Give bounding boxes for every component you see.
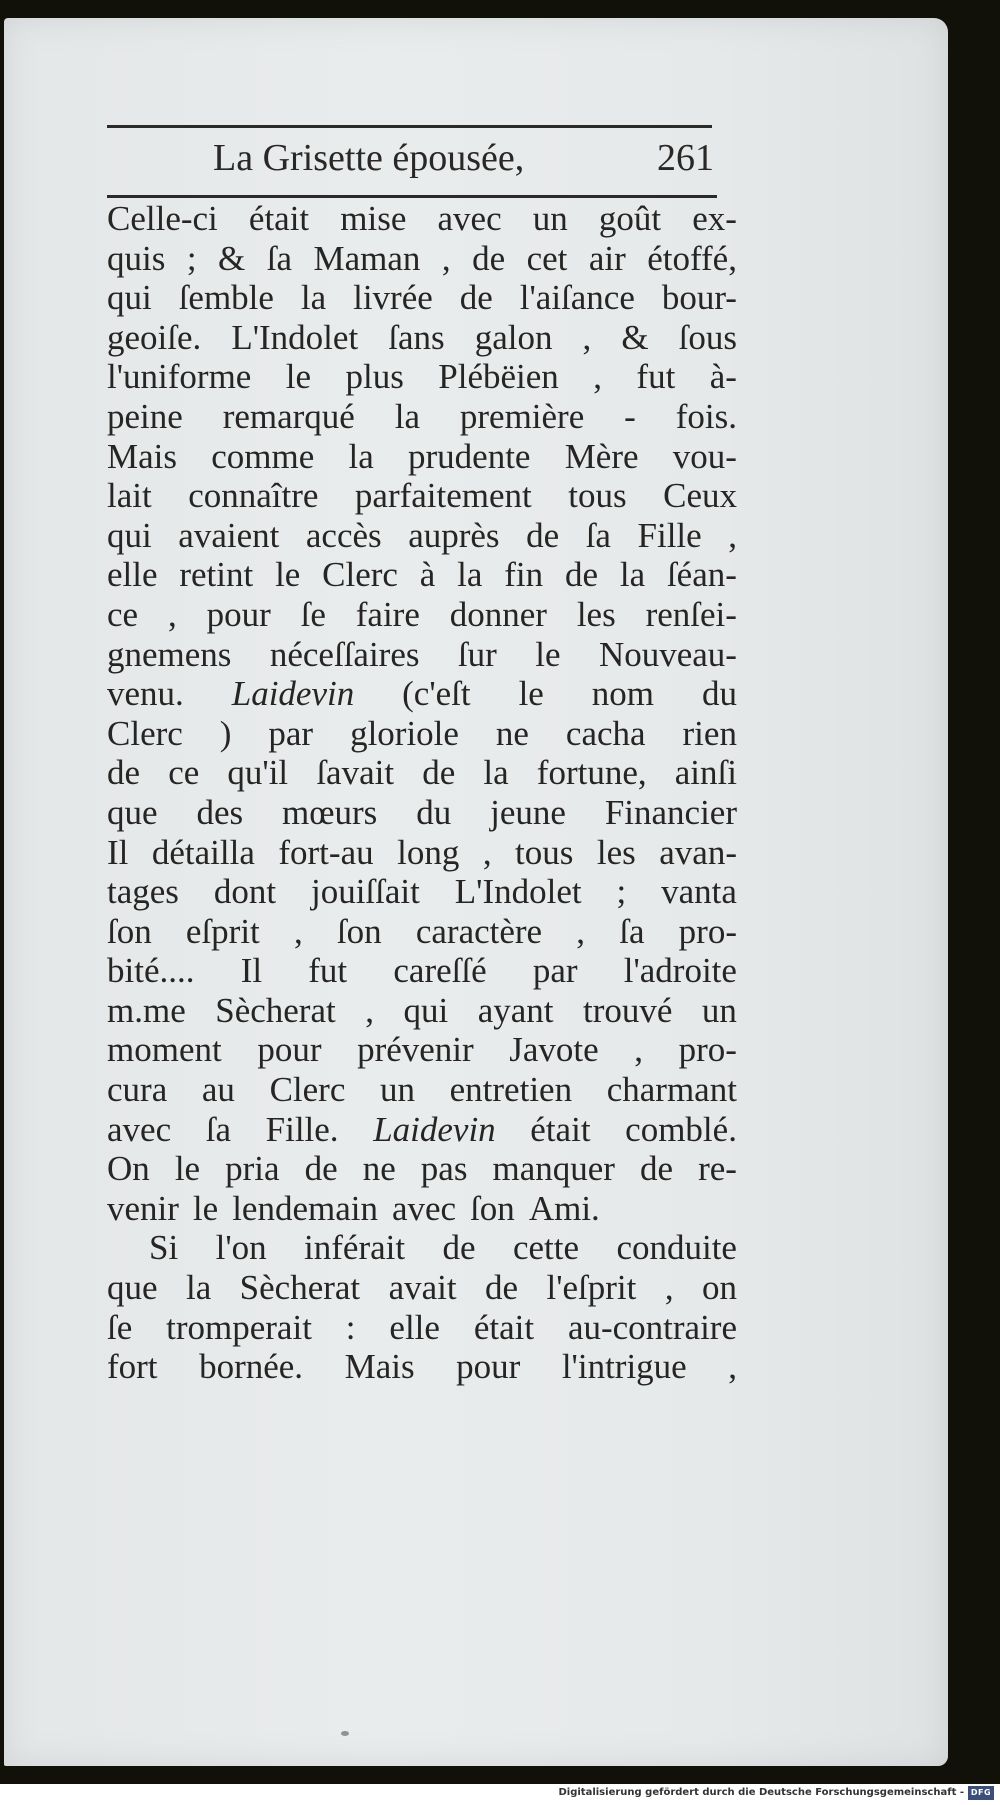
word: la xyxy=(619,555,646,595)
word: livrée xyxy=(353,278,433,318)
word: Clerc xyxy=(269,1070,346,1110)
text-line xyxy=(107,595,737,635)
word: bornée. xyxy=(199,1347,304,1387)
word: pria xyxy=(225,1149,280,1189)
word: cacha xyxy=(565,713,646,753)
word: ; xyxy=(616,872,627,912)
word: elle xyxy=(389,1307,440,1347)
word: renſei- xyxy=(645,594,737,634)
word: ce xyxy=(107,594,139,634)
word: fin xyxy=(504,555,544,595)
text-line xyxy=(107,476,737,516)
word: ſe xyxy=(300,594,326,634)
word: par xyxy=(532,951,578,991)
word: première xyxy=(459,396,585,436)
running-head-top-rule xyxy=(107,125,712,128)
word: Mère xyxy=(564,436,639,476)
word: Sècherat xyxy=(239,1268,361,1308)
word: bité.... xyxy=(107,951,195,991)
word: le xyxy=(535,634,561,674)
text-line xyxy=(107,872,737,912)
word: au-contraire xyxy=(567,1307,737,1347)
text-line xyxy=(107,357,737,397)
word: que xyxy=(107,1268,158,1308)
word: ne xyxy=(495,713,529,753)
word: Celle-ci xyxy=(107,199,218,238)
word: la xyxy=(483,753,509,793)
word: la xyxy=(394,396,420,436)
word: remarqué xyxy=(222,396,355,436)
word: qui xyxy=(107,278,152,318)
word: cura xyxy=(107,1070,168,1110)
text-line xyxy=(107,991,737,1031)
word: avait xyxy=(388,1268,457,1308)
page-number: 261 xyxy=(657,137,714,179)
word: Laidevin xyxy=(373,1109,496,1149)
word: accès xyxy=(305,515,382,555)
word: parfaitement xyxy=(354,476,532,516)
word: la xyxy=(185,1268,212,1308)
word: ſa xyxy=(619,911,645,951)
word: ſans xyxy=(388,317,445,357)
word: prévenir xyxy=(357,1030,474,1070)
word: charmant xyxy=(606,1070,737,1110)
word: , xyxy=(728,1347,737,1387)
word: la xyxy=(300,278,327,318)
text-line xyxy=(107,1110,737,1150)
text-line xyxy=(107,318,737,358)
word: donner xyxy=(449,594,547,634)
dfg-logo: DFG xyxy=(968,1786,994,1800)
word: ) xyxy=(219,713,232,753)
word: le xyxy=(275,555,301,595)
word: l'uniforme xyxy=(107,357,252,397)
word: L'Indolet xyxy=(454,872,582,912)
text-line xyxy=(107,1268,737,1308)
text-line xyxy=(107,1149,737,1189)
word: de xyxy=(304,1149,338,1189)
running-head xyxy=(107,132,712,188)
word: tromperait xyxy=(166,1307,312,1347)
word: un xyxy=(380,1070,415,1110)
word: : xyxy=(345,1307,356,1347)
word: Mais xyxy=(107,436,177,476)
word: néceſſaires xyxy=(269,634,420,674)
word: & xyxy=(218,238,246,278)
word: détailla xyxy=(151,832,255,872)
word: L'Indolet xyxy=(231,317,359,357)
word: ſon xyxy=(470,1188,515,1228)
word: l'aiſance xyxy=(519,278,635,318)
word: étoffé, xyxy=(647,238,737,278)
text-line xyxy=(107,1308,737,1348)
text-line xyxy=(107,1070,737,1110)
word: un xyxy=(532,199,568,238)
word: ſa xyxy=(266,238,292,278)
word: , xyxy=(482,832,492,872)
word: jeune xyxy=(490,792,566,832)
word: le xyxy=(174,1149,201,1189)
text-line xyxy=(107,239,737,279)
word: qui xyxy=(107,515,152,555)
word: faire xyxy=(355,594,420,634)
word: ; xyxy=(186,238,197,278)
ink-smudge xyxy=(341,1731,349,1736)
word: de xyxy=(564,555,599,595)
word: avec xyxy=(437,199,502,238)
running-title: La Grisette épousée, xyxy=(213,137,525,179)
word: re- xyxy=(698,1149,737,1189)
word: cet xyxy=(526,238,568,278)
funding-credit: Digitalisierung gefördert durch die Deutsche Forschungsgemeinschaft - xyxy=(558,1787,964,1798)
word: de xyxy=(107,753,141,793)
word: Financier xyxy=(604,792,737,832)
word: de xyxy=(442,1228,476,1268)
text-line xyxy=(107,278,737,318)
word: fut xyxy=(308,951,348,991)
word: moment xyxy=(107,1030,222,1070)
word: la xyxy=(457,555,483,595)
word: à xyxy=(419,555,436,595)
word: fort-au xyxy=(278,832,374,872)
word: elle xyxy=(107,555,158,595)
word: ſa xyxy=(585,515,611,555)
word: (c'eſt xyxy=(402,674,471,714)
word: Ceux xyxy=(663,476,737,516)
word: venu. xyxy=(107,674,184,714)
word: tous xyxy=(568,476,627,516)
word: air xyxy=(588,238,626,278)
text-line xyxy=(107,555,737,595)
text-line xyxy=(107,1189,737,1229)
word: dont xyxy=(213,872,277,912)
word: entretien xyxy=(449,1070,573,1110)
word: , xyxy=(576,911,586,951)
text-line xyxy=(107,397,737,437)
word: Ami. xyxy=(528,1188,600,1228)
word: pas xyxy=(420,1149,468,1189)
word: Il xyxy=(240,951,263,991)
word: lendemain xyxy=(232,1188,378,1228)
text-line xyxy=(107,635,737,675)
body-text xyxy=(107,199,737,1387)
word: fut xyxy=(636,357,676,397)
word: qui xyxy=(403,990,449,1030)
word: Laidevin xyxy=(231,674,355,714)
word: des xyxy=(196,792,244,832)
word: par xyxy=(268,713,314,753)
word: caractère xyxy=(415,911,543,951)
digitization-footer xyxy=(0,1784,1000,1805)
word: ſur xyxy=(457,634,497,674)
word: les xyxy=(596,832,636,872)
word: avaient xyxy=(178,515,280,555)
word: & xyxy=(621,317,649,357)
word: lait xyxy=(107,476,152,516)
word: était xyxy=(530,1109,591,1149)
word: quis xyxy=(107,238,166,278)
word: les xyxy=(576,594,616,634)
text-line xyxy=(107,714,737,754)
word: comblé. xyxy=(625,1109,737,1149)
word: l'adroite xyxy=(623,951,737,991)
word: l'intrigue xyxy=(561,1347,687,1387)
text-line xyxy=(107,516,737,556)
word: comme xyxy=(211,436,315,476)
text-line xyxy=(107,833,737,873)
word: à- xyxy=(709,357,737,397)
word: le xyxy=(518,674,544,714)
word: , xyxy=(664,1268,674,1308)
word: Maman xyxy=(313,238,421,278)
word: ce xyxy=(168,753,200,793)
word: pour xyxy=(257,1030,322,1070)
word: était xyxy=(248,199,310,238)
word: ſéan- xyxy=(666,555,737,595)
word: de xyxy=(472,238,506,278)
book-page xyxy=(4,18,948,1766)
text-line xyxy=(107,437,737,477)
word: Si xyxy=(149,1228,179,1268)
word: pour xyxy=(206,594,271,634)
word: Sècherat xyxy=(215,990,336,1030)
word: avec xyxy=(107,1109,172,1149)
word: inférait xyxy=(304,1228,406,1268)
word: venir xyxy=(107,1188,179,1228)
word: , xyxy=(167,594,177,634)
text-line xyxy=(107,199,737,239)
word: manquer xyxy=(492,1149,615,1189)
word: , xyxy=(365,990,374,1030)
word: était xyxy=(473,1307,535,1347)
word: geoiſe. xyxy=(107,317,202,357)
word: trouvé xyxy=(583,990,673,1030)
word: mœurs xyxy=(282,792,378,832)
word: mise xyxy=(340,199,407,238)
word: on xyxy=(701,1268,737,1308)
word: ſavait xyxy=(316,753,395,793)
word: vou- xyxy=(672,436,737,476)
word: le xyxy=(192,1188,219,1228)
word: Nouveau- xyxy=(598,634,737,674)
word: connaître xyxy=(188,476,319,516)
word: bour- xyxy=(661,278,737,318)
word: , xyxy=(728,515,737,555)
word: Javote xyxy=(509,1030,599,1070)
word: Fille xyxy=(637,515,702,555)
word: avan- xyxy=(659,832,737,872)
running-head-bottom-rule xyxy=(107,195,717,198)
word: rien xyxy=(682,713,737,753)
text-line xyxy=(107,951,737,991)
word: fort xyxy=(107,1347,158,1387)
word: ſe xyxy=(107,1307,133,1347)
word: nom xyxy=(591,674,655,714)
word: pour xyxy=(456,1347,521,1387)
word: que xyxy=(107,792,158,832)
word: ex- xyxy=(692,199,737,238)
word: du xyxy=(701,674,737,714)
word: , xyxy=(634,1030,644,1070)
text-line xyxy=(107,1228,737,1268)
word: Clerc xyxy=(107,713,183,753)
word: de xyxy=(526,515,560,555)
word: retint xyxy=(179,555,254,595)
word: cette xyxy=(512,1228,580,1268)
word: l'eſprit xyxy=(546,1268,637,1308)
word: ne xyxy=(362,1149,396,1189)
word: Mais xyxy=(344,1347,415,1387)
text-line xyxy=(107,1030,737,1070)
word: Il xyxy=(107,832,129,872)
word: prudente xyxy=(408,436,531,476)
text-line xyxy=(107,753,737,793)
word: m.me xyxy=(107,990,186,1030)
word: long xyxy=(397,832,460,872)
word: ayant xyxy=(477,990,554,1030)
word: ſemble xyxy=(178,278,274,318)
word: goût xyxy=(598,199,662,238)
word: On xyxy=(107,1149,150,1189)
word: Plébëien xyxy=(438,357,559,397)
word: avec xyxy=(391,1188,457,1228)
word: gloriole xyxy=(350,713,459,753)
word: de xyxy=(640,1149,674,1189)
word: gnemens xyxy=(107,634,232,674)
word: qu'il xyxy=(227,753,289,793)
word: - xyxy=(624,396,636,436)
word: de xyxy=(459,278,493,318)
word: jouiſſait xyxy=(310,872,420,912)
word: vanta xyxy=(661,872,737,912)
word: du xyxy=(416,792,452,832)
word: de xyxy=(485,1268,519,1308)
word: de xyxy=(422,753,456,793)
word: tous xyxy=(515,832,574,872)
word: pro- xyxy=(678,911,737,951)
word: , xyxy=(293,911,303,951)
word: Clerc xyxy=(322,555,398,595)
word: ſon xyxy=(336,911,382,951)
word: plus xyxy=(345,357,404,397)
word: careſſé xyxy=(393,951,487,991)
word: fois. xyxy=(675,396,737,436)
word: , xyxy=(582,317,592,357)
word: le xyxy=(285,357,312,397)
word: peine xyxy=(107,396,183,436)
word: eſprit xyxy=(185,911,260,951)
word: pro- xyxy=(678,1030,737,1070)
word: tages xyxy=(107,872,179,912)
word: ainſi xyxy=(674,753,737,793)
text-line xyxy=(107,793,737,833)
word: ſous xyxy=(678,317,737,357)
word: galon xyxy=(474,317,553,357)
word: ſa xyxy=(205,1109,231,1149)
word: au xyxy=(201,1070,235,1110)
word: l'on xyxy=(215,1228,267,1268)
word: conduite xyxy=(616,1228,737,1268)
word: , xyxy=(441,238,451,278)
word: fortune, xyxy=(536,753,647,793)
word: ſon xyxy=(107,911,152,951)
word: la xyxy=(348,436,374,476)
word: auprès xyxy=(408,515,500,555)
text-line xyxy=(107,912,737,952)
word: Fille. xyxy=(265,1109,339,1149)
word: , xyxy=(593,357,602,397)
text-line xyxy=(107,674,737,714)
text-line xyxy=(107,1347,737,1387)
word: un xyxy=(701,990,737,1030)
